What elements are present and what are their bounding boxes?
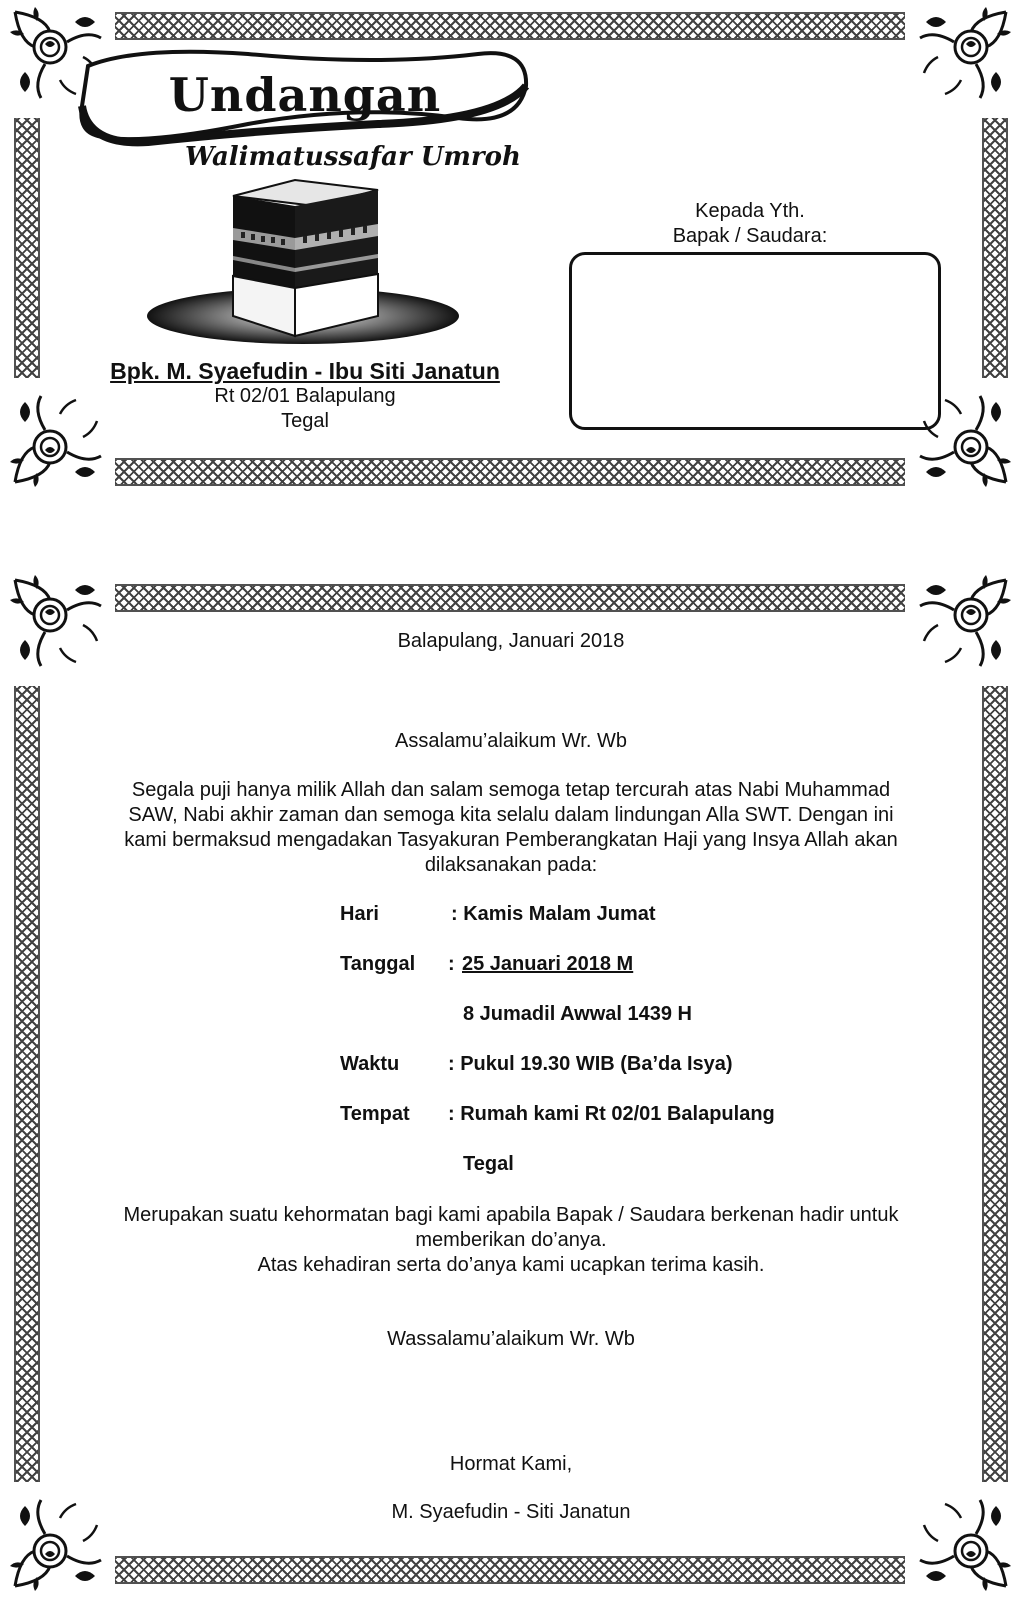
day-label: Hari [340,903,379,925]
farewell: Wassalamu’alaikum Wr. Wb [387,1328,635,1350]
date-label: Tanggal [340,953,416,975]
bottom-card-border-top [115,584,905,612]
intro-line: dilaksanakan pada: [424,854,598,876]
invitation-subtitle: Walimatussafar Umroh [185,142,521,172]
date-value: 25 Januari 2018 M [462,953,634,975]
bottom-card-border-right [982,686,1008,1482]
bottom-card-border-left [14,686,40,1482]
recipient-salutation: Bapak / Saudara: [672,225,828,247]
intro-line: SAW, Nabi akhir zaman dan semoga kita selalu dalam lindungan Alla SWT. Dengan ini [128,804,894,826]
place-city-value: Tegal [463,1153,514,1175]
place-date: Balapulang, Januari 2018 [397,630,625,652]
time-value: : Pukul 19.30 WIB (Ba’da Isya) [448,1053,733,1075]
recipient-greeting: Kepada Yth. [695,200,805,222]
rose-corner-ornament [916,2,1016,102]
opening-greeting: Assalamu’alaikum Wr. Wb [395,730,627,752]
place-label: Tempat [340,1103,410,1125]
invitation-title: Undangan [168,68,442,122]
regards: Hormat Kami, [449,1453,573,1475]
hijri-date-value: 8 Jumadil Awwal 1439 H [463,1003,692,1025]
place-value: : Rumah kami Rt 02/01 Balapulang [448,1103,775,1125]
host-city-line: Tegal [281,410,329,432]
closing-line: Merupakan suatu kehormatan bagi kami apabila Bapak / Saudara berkenan hadir untuk [123,1204,899,1226]
date-colon: : [448,953,455,975]
rose-corner-ornament [916,570,1016,670]
top-card-border-top [115,12,905,40]
intro-line: Segala puji hanya milik Allah dan salam semoga tetap tercurah atas Nabi Muhammad [131,779,891,801]
rose-corner-ornament [5,570,105,670]
intro-line: kami bermaksud mengadakan Tasyakuran Pemberangkatan Haji yang Insya Allah akan [124,829,898,851]
bottom-card-border-bottom [115,1556,905,1584]
top-card-border-bottom [115,458,905,486]
host-name: Bpk. M. Syaefudin - Ibu Siti Janatun [110,358,500,384]
host-address-line: Rt 02/01 Balapulang [214,385,396,407]
kaaba-illustration [145,176,461,346]
time-label: Waktu [340,1053,400,1075]
signature: M. Syaefudin - Siti Janatun [391,1501,631,1523]
recipient-address-box [569,252,941,430]
closing-line: memberikan do’anya. [415,1229,607,1251]
closing-line: Atas kehadiran serta do’anya kami ucapkan terima kasih. [257,1254,765,1276]
day-value: : Kamis Malam Jumat [451,903,656,925]
top-card-border-right [982,118,1008,378]
top-card-border-left [14,118,40,378]
